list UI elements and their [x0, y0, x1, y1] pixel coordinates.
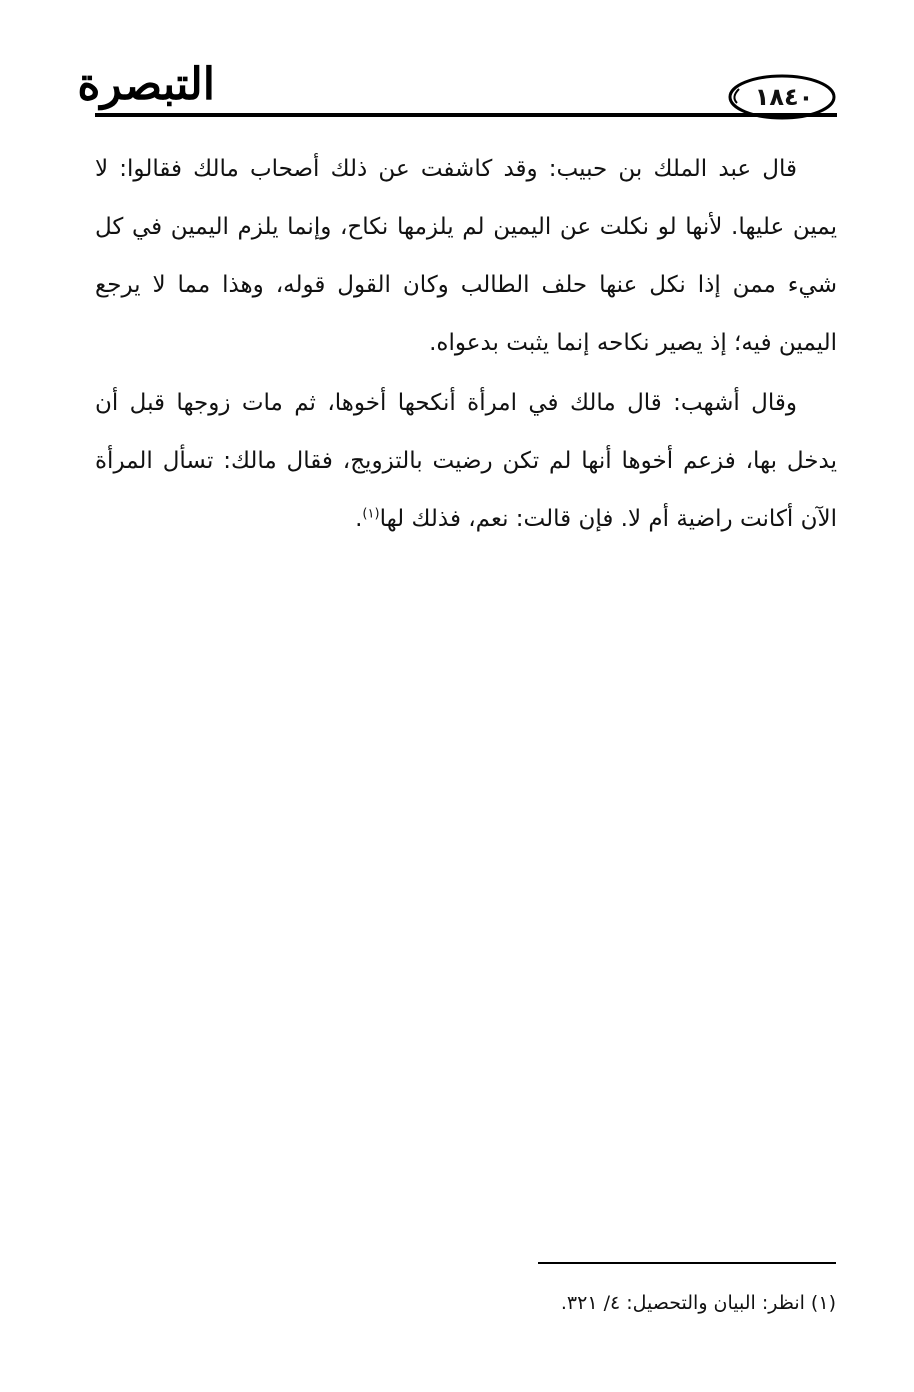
paragraph-1-text: قال عبد الملك بن حبيب: وقد كاشفت عن ذلك أصحاب مالك فقالوا: لا يمين عليها. لأنها لو نكلت عن اليمين لم يلزمها نكاح، وإنما يلزم اليمين في كل شيء ممن إذا نكل عنها حلف الطالب وكان القول قوله، وهذا مما لا يرجع اليمين فيه؛ إذ يصير نكاحه إنما يثبت بدعواه.	[95, 156, 837, 356]
header-rule	[95, 113, 837, 117]
page-number: ١٨٤٠	[754, 83, 814, 111]
paragraph-2-text: وقال أشهب: قال مالك في امرأة أنكحها أخوها، ثم مات زوجها قبل أن يدخل بها، فزعم أخوها أنها لم تكن رضيت بالتزويج، فقال مالك: تسأل المرأة الآن أكانت راضية أم لا. فإن قالت: نعم، فذلك لها	[95, 390, 837, 532]
footnote-divider	[538, 1262, 836, 1264]
main-text	[95, 140, 837, 548]
paragraph-2	[95, 374, 837, 548]
paragraph-1	[95, 140, 837, 372]
page-header	[77, 55, 837, 125]
footnote-1: (١) انظر: البيان والتحصيل: ٤/ ٣٢١.	[560, 1292, 836, 1314]
footnote-reference[interactable]: (١)	[362, 506, 380, 522]
book-title: التبصرة	[77, 59, 215, 110]
paragraph-2-end: .	[355, 506, 363, 532]
